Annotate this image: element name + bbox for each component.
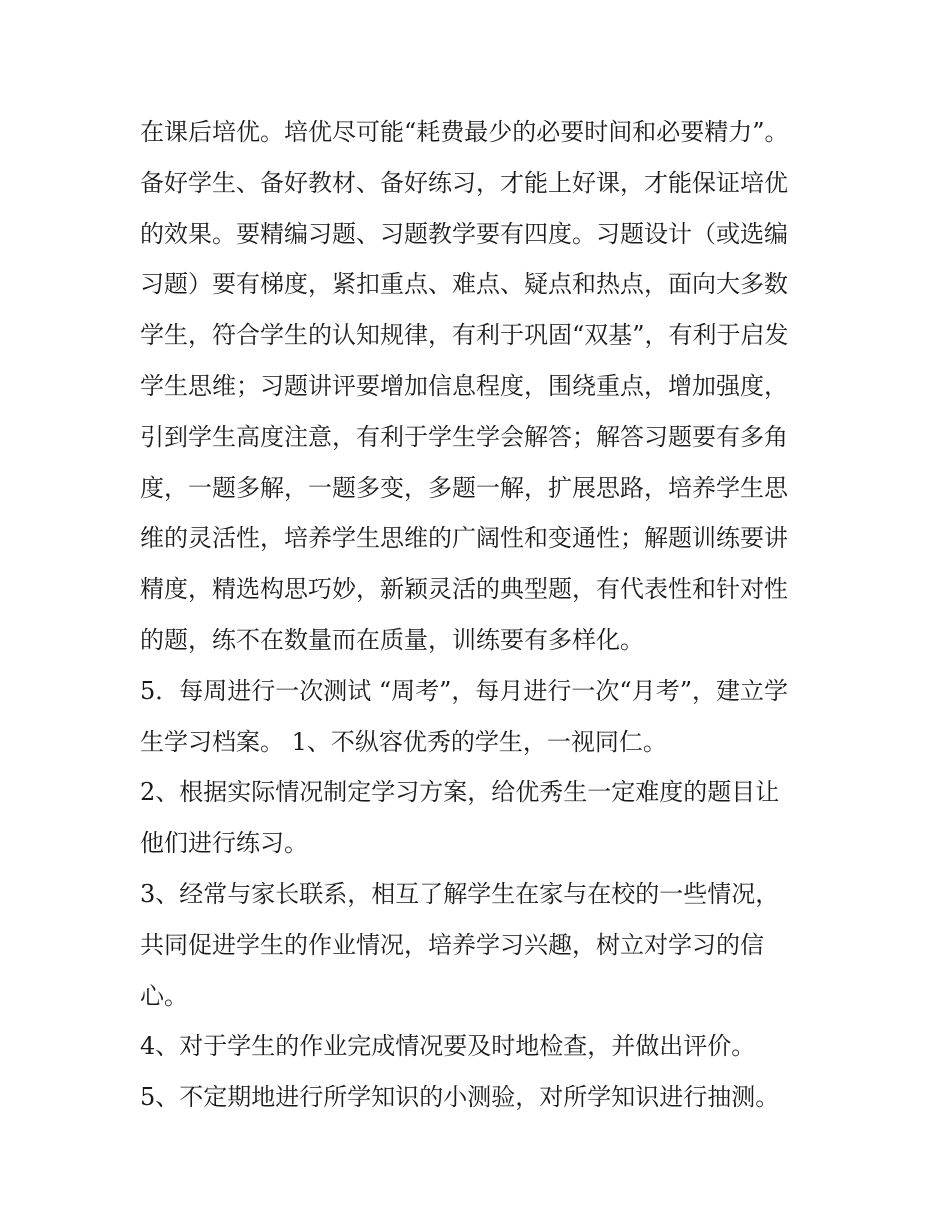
text-line: 生学习档案。 1、不纵容优秀的学生，一视同仁。 — [140, 727, 667, 756]
text-line: 共同促进学生的作业情况，培养学习兴趣，树立对学习的信 — [140, 930, 764, 959]
list-item-3: 3、经常与家长联系，相互了解学生在家与在校的一些情况， — [140, 879, 780, 908]
text-line: 维的灵活性，培养学生思维的广阔性和变通性；解题训练要讲 — [140, 524, 788, 553]
list-item-5: 5．每周进行一次测试 “周考”，每月进行一次“月考”，建立学 — [140, 676, 788, 705]
text-line: 的效果。要精编习题、习题教学要有四度。习题设计（或选编 — [140, 219, 788, 248]
text-line: 度，一题多解，一题多变，多题一解，扩展思路，培养学生思 — [140, 473, 788, 502]
text-line: 学生思维；习题讲评要增加信息程度，围绕重点，增加强度， — [140, 371, 788, 400]
text-line: 在课后培优。培优尽可能“耗费最少的必要时间和必要精力”。 — [140, 118, 789, 146]
text-line: 学生，符合学生的认知规律，有利于巩固“双基”，有利于启发 — [140, 321, 789, 350]
text-line: 引到学生高度注意，有利于学生学会解答；解答习题要有多角 — [140, 422, 788, 451]
text-line: 习题）要有梯度，紧扣重点、难点、疑点和热点，面向大多数 — [140, 270, 788, 299]
text-line: 的题，练不在数量而在质量，训练要有多样化。 — [140, 625, 644, 654]
list-item-5b: 5、不定期地进行所学知识的小测验，对所学知识进行抽测。 — [140, 1083, 780, 1112]
document-body — [140, 107, 820, 1123]
text-line: 心。 — [140, 981, 188, 1010]
list-item-2: 2、根据实际情况制定学习方案，给优秀生一定难度的题目让 — [140, 778, 780, 807]
text-line: 备好学生、备好教材、备好练习，才能上好课，才能保证培优 — [140, 168, 788, 197]
list-item-4: 4、对于学生的作业完成情况要及时地检查，并做出评价。 — [140, 1032, 756, 1061]
text-line: 他们进行练习。 — [140, 829, 308, 858]
text-line: 精度，精选构思巧妙，新颖灵活的典型题，有代表性和针对性 — [140, 575, 788, 604]
